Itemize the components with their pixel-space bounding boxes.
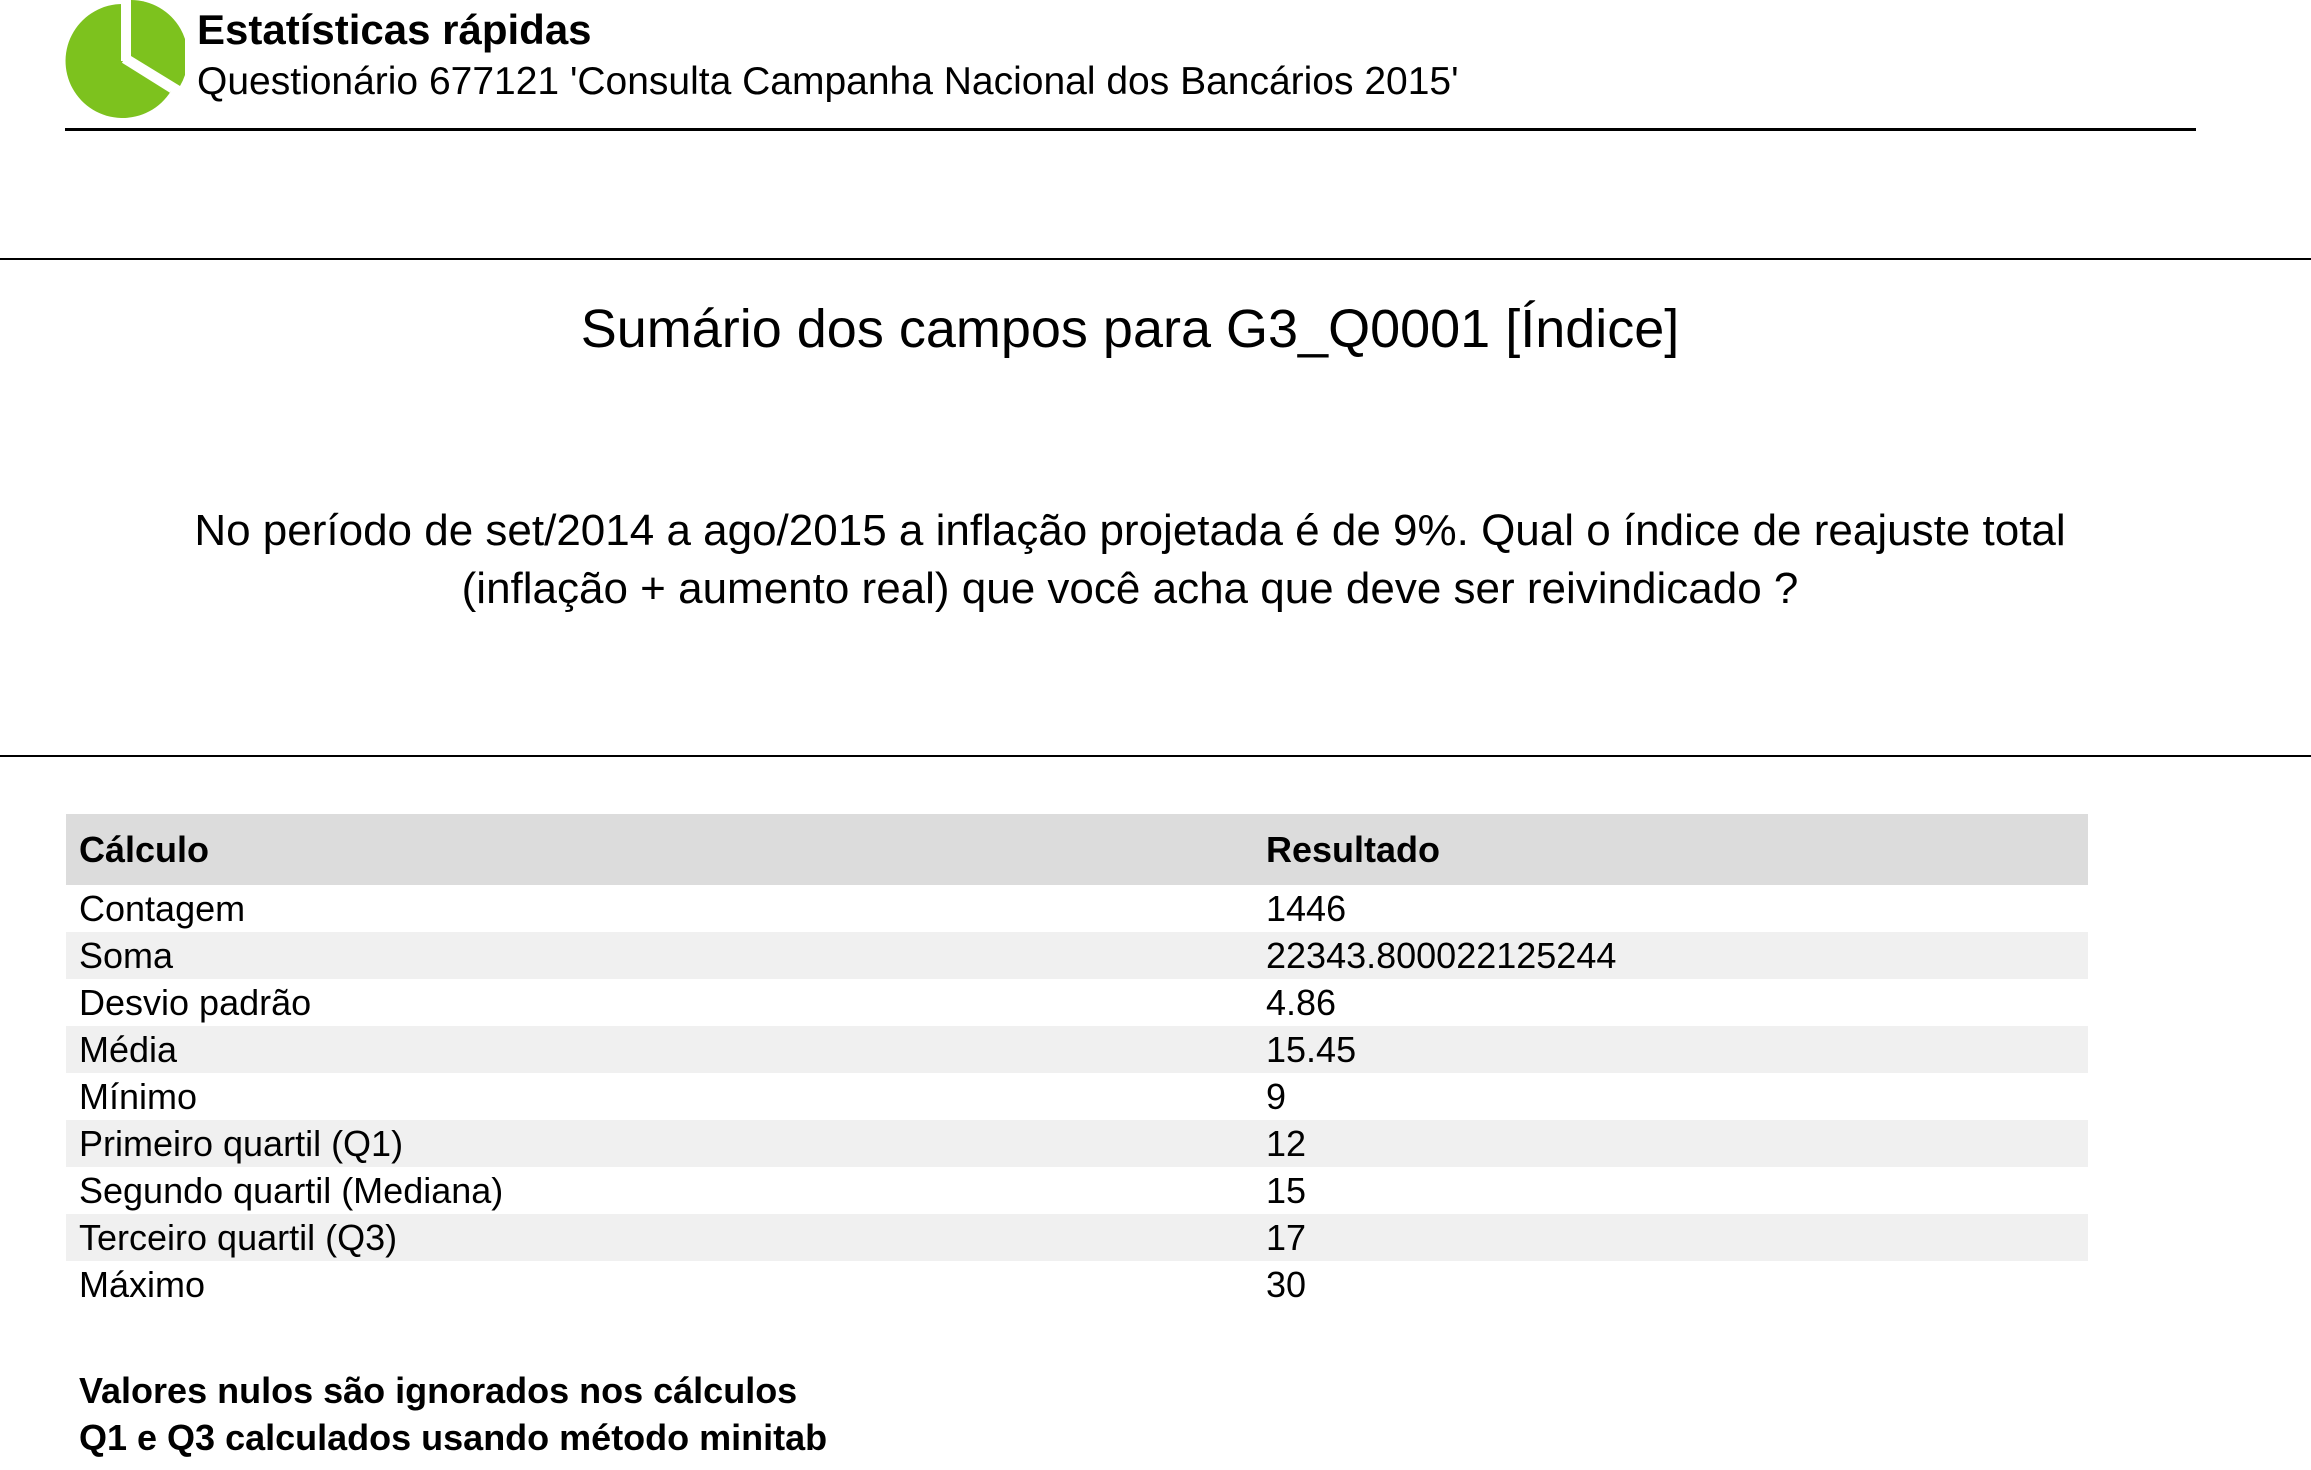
calc-value: 12 xyxy=(1266,1120,2088,1167)
question-text xyxy=(100,502,2160,618)
table-row xyxy=(66,1261,2088,1308)
pie-chart-icon xyxy=(63,0,185,118)
calculation-notes xyxy=(79,1367,827,1461)
survey-subtitle: Questionário 677121 'Consulta Campanha Nacional dos Bancários 2015' xyxy=(197,60,1459,103)
table-row xyxy=(66,932,2088,979)
column-header-result: Resultado xyxy=(1266,814,2088,885)
table-header-row xyxy=(66,814,2088,885)
note-quartile-method: Q1 e Q3 calculados usando método minitab xyxy=(79,1417,828,1458)
calc-label: Desvio padrão xyxy=(79,982,312,1023)
calc-label: Segundo quartil (Mediana) xyxy=(79,1170,504,1211)
table-row xyxy=(66,1026,2088,1073)
column-header-calc: Cálculo xyxy=(66,814,1266,885)
calc-label: Primeiro quartil (Q1) xyxy=(66,1120,1266,1167)
calc-label: Média xyxy=(66,1026,1266,1073)
calc-label: Terceiro quartil (Q3) xyxy=(66,1214,1266,1261)
summary-title: Sumário dos campos para G3_Q0001 [Índice] xyxy=(580,299,1680,359)
calc-label: Soma xyxy=(66,932,1266,979)
calc-value: 4.86 xyxy=(1266,982,1337,1023)
note-null-values: Valores nulos são ignorados nos cálculos xyxy=(79,1370,798,1411)
calc-value: 22343.800022125244 xyxy=(1266,932,2088,979)
table-row xyxy=(66,1167,2088,1214)
report-title: Estatísticas rápidas xyxy=(197,6,592,53)
calc-value: 15 xyxy=(1266,1170,1307,1211)
calc-value: 30 xyxy=(1266,1264,1307,1305)
calc-value: 17 xyxy=(1266,1214,2088,1261)
table-row xyxy=(66,885,2088,932)
question-line-2: (inflação + aumento real) que você acha que deve ser reivindicado ? xyxy=(461,564,1799,613)
table-row xyxy=(66,1073,2088,1120)
table-row xyxy=(66,979,2088,1026)
section-divider-top xyxy=(0,258,2311,260)
calc-value: 9 xyxy=(1266,1076,1287,1117)
section-divider-bottom xyxy=(0,755,2311,757)
header-divider xyxy=(65,128,2196,131)
calc-value: 1446 xyxy=(1266,888,1347,929)
calc-label: Mínimo xyxy=(79,1076,198,1117)
table-row xyxy=(66,1214,2088,1261)
statistics-table xyxy=(66,814,2088,1308)
calc-value: 15.45 xyxy=(1266,1026,2088,1073)
table-row xyxy=(66,1120,2088,1167)
calc-label: Contagem xyxy=(79,888,246,929)
question-line-1: No período de set/2014 a ago/2015 a inflação projetada é de 9%. Qual o índice de reajuste total xyxy=(194,506,2066,555)
calc-label: Máximo xyxy=(79,1264,206,1305)
